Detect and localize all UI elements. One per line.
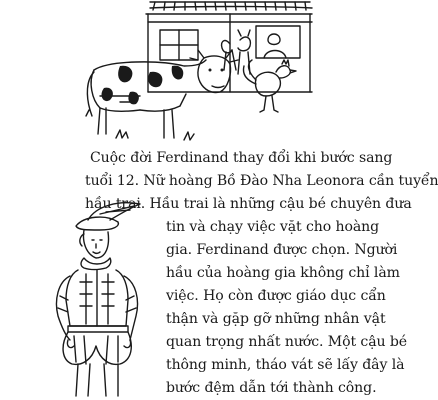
story-line: hầu trai. Hầu trai là những cậu bé chuyên đưa xyxy=(85,196,412,212)
story-line: việc. Họ còn được giáo dục cẩn xyxy=(166,288,386,304)
story-line: Cuộc đời Ferdinand thay đổi khi bước sang xyxy=(90,150,393,166)
story-line: quan trọng nhất nước. Một cậu bé xyxy=(166,334,408,350)
story-line: tuổi 12. Nữ hoàng Bồ Đào Nha Leonora cần tuyển xyxy=(85,173,438,189)
story-line: gia. Ferdinand được chọn. Người xyxy=(166,242,398,258)
story-line: bước đệm dẫn tới thành công. xyxy=(166,380,377,396)
story-line: tin và chạy việc vặt cho hoàng xyxy=(166,219,380,235)
story-line: hầu của hoàng gia không chỉ làm xyxy=(166,265,400,281)
story-line: thông minh, tháo vát sẽ lấy đây là xyxy=(166,357,405,373)
story-line: thận và gặp gỡ những nhân vật xyxy=(166,311,386,327)
